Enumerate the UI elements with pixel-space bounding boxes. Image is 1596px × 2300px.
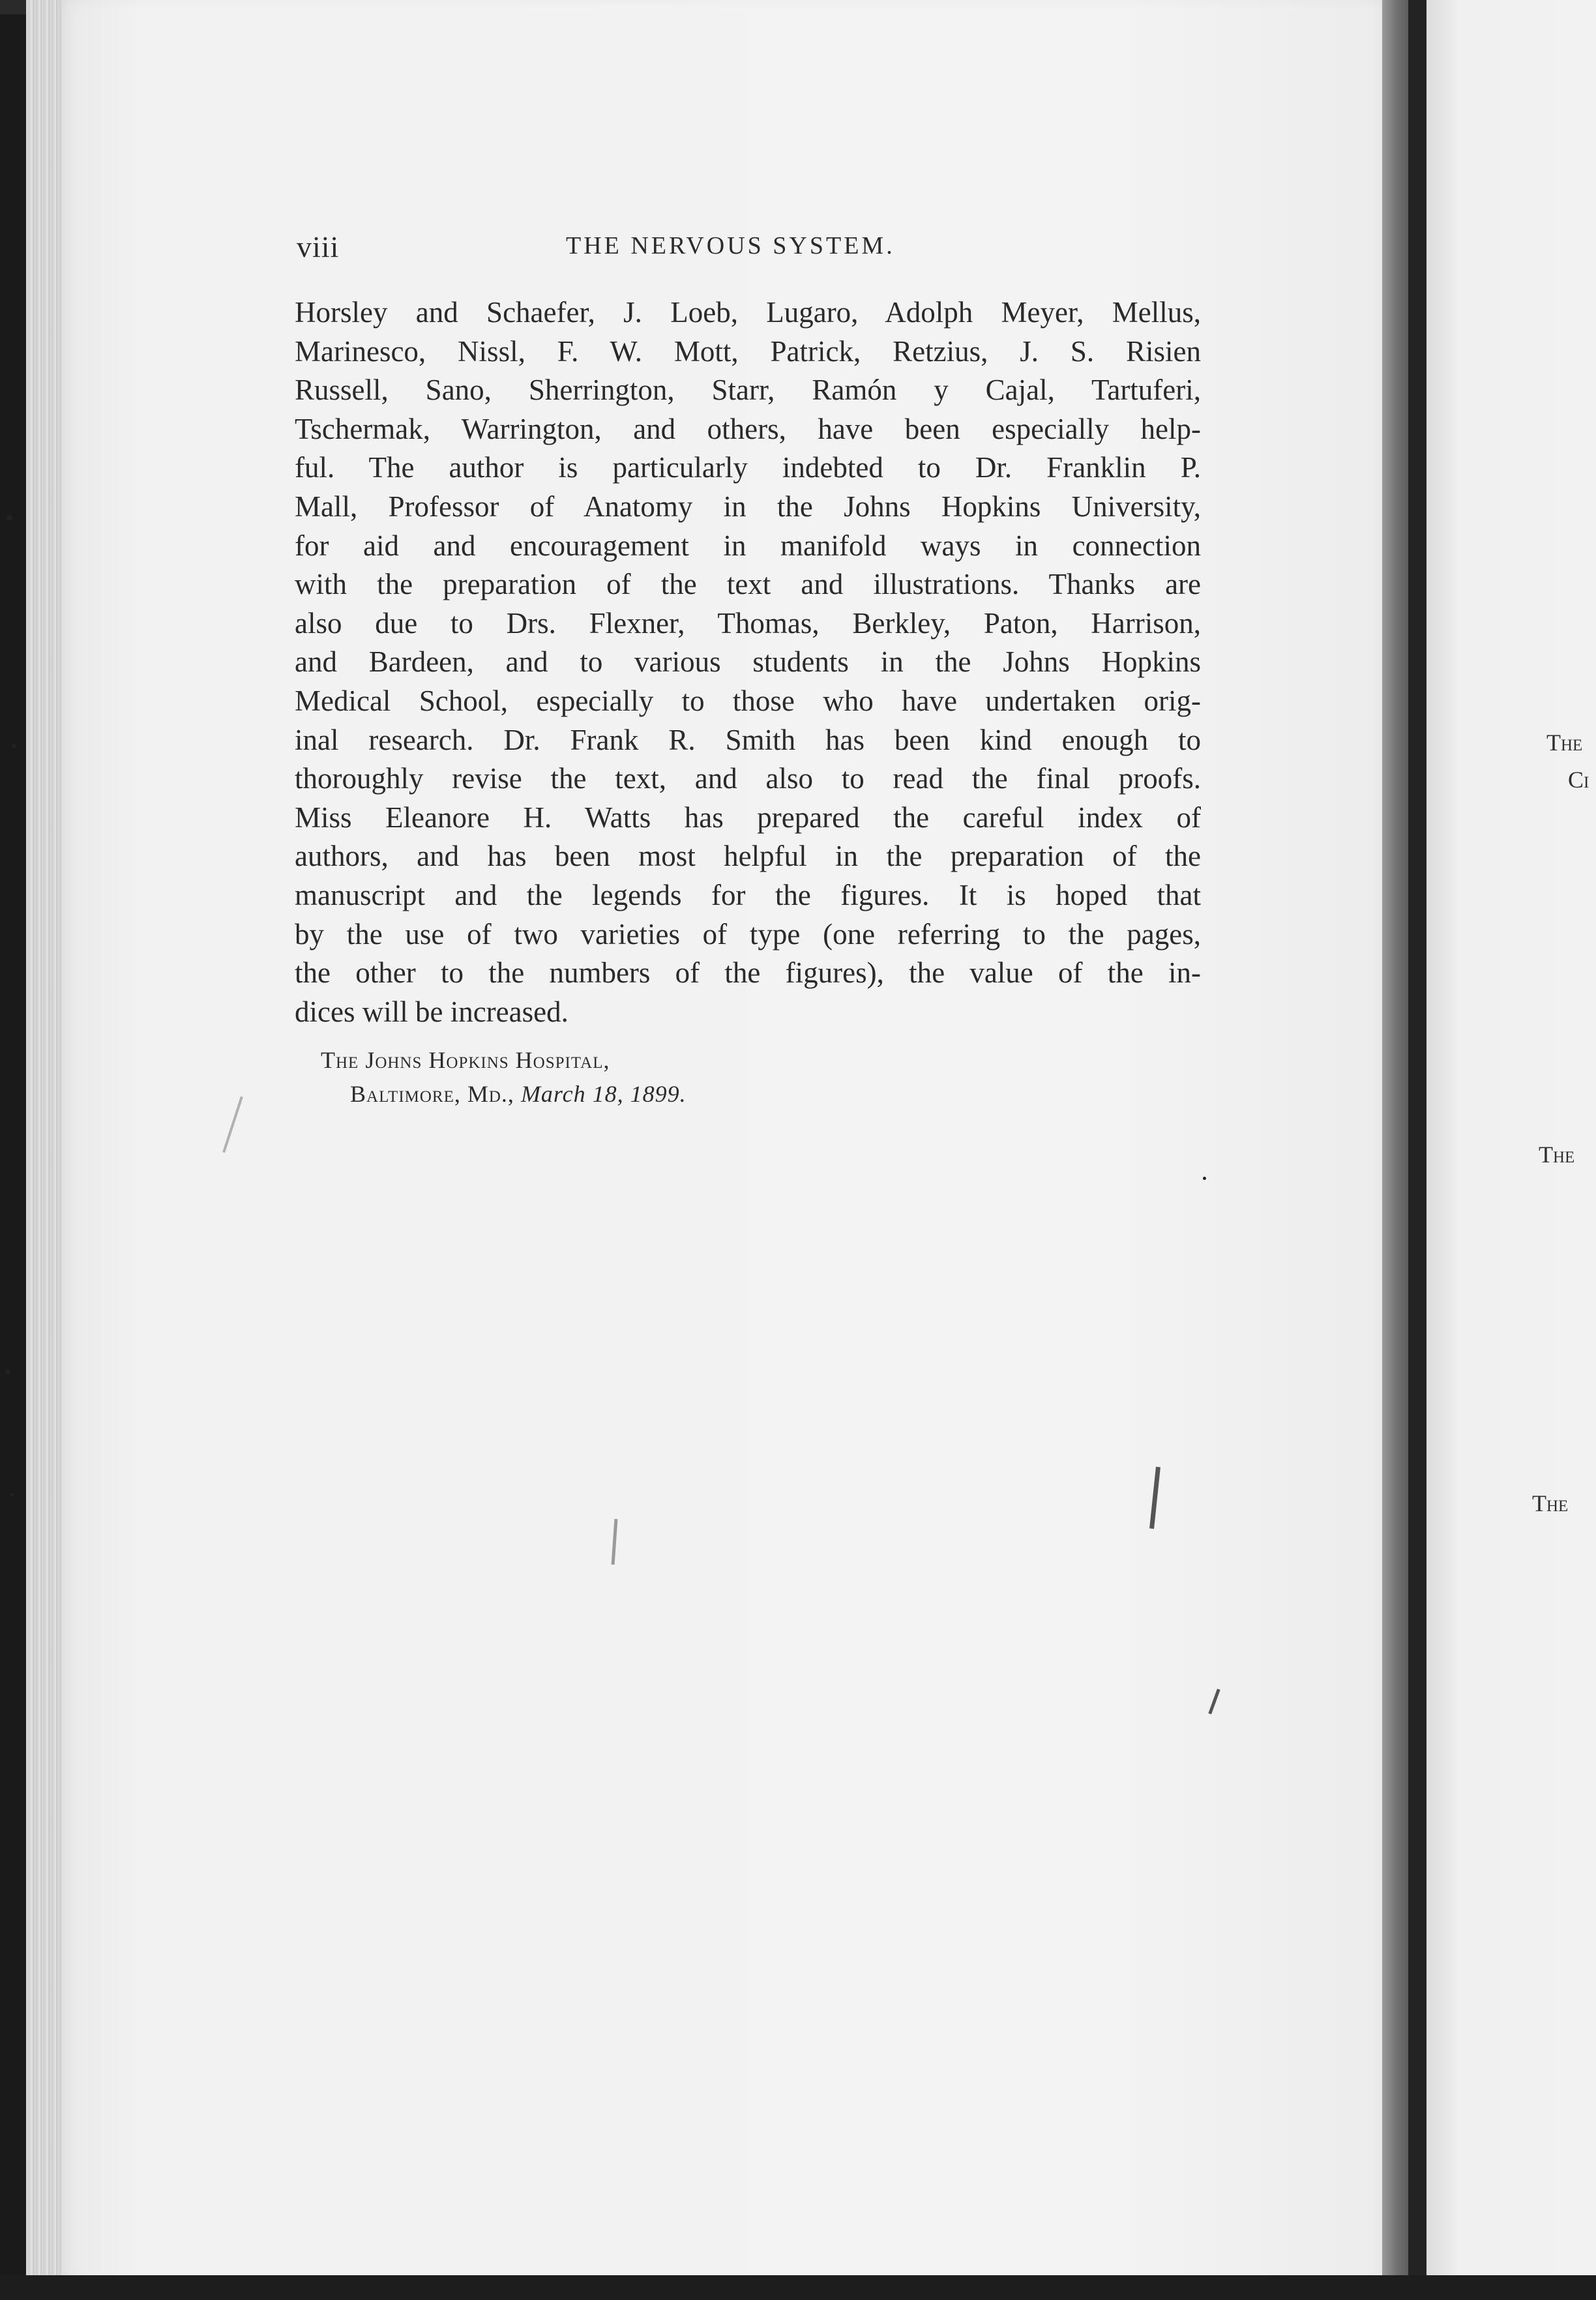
text-line: Russell, Sano, Sherrington, Starr, Ramón y Cajal, Tartuferi, [295,374,1201,407]
text-line: Medical School, especially to those who have undertaken orig- [295,684,1201,717]
text-line: Marinesco, Nissl, F. W. Mott, Patrick, Retzius, J. S. Risien [295,334,1201,368]
preface-paragraph [295,293,1201,1031]
text-line: the other to the numbers of the figures), the value of the in- [295,956,1201,990]
facing-page-fragment: The [1532,1490,1569,1516]
text-line: for aid and encouragement in manifold ways in connection [295,529,1201,562]
signature-institution: The Johns Hopkins Hospital, [321,1047,610,1073]
scan-speck [10,1493,14,1497]
signature-block [321,1043,687,1111]
text-line: ful. The author is particularly indebted to Dr. Franklin P. [295,451,1201,484]
text-line: also due to Drs. Flexner, Thomas, Berkley, Paton, Harrison, [295,606,1201,640]
scan-speck [7,515,12,521]
text-line: manuscript and the legends for the figures. It is hoped that [295,878,1201,911]
text-line: authors, and has been most helpful in the preparation of the [295,840,1201,873]
text-line-last: dices will be increased. [295,995,569,1028]
book-gutter-shadow [1408,0,1428,2300]
scan-bottom-border [0,2275,1596,2300]
text-line: by the use of two varieties of type (one referring to the pages, [295,917,1201,951]
text-line: Tschermak, Warrington, and others, have been especially help- [295,412,1201,445]
text-line: inal research. Dr. Frank R. Smith has been kind enough to [295,723,1201,756]
scan-speck [5,1369,10,1374]
text-line: Miss Eleanore H. Watts has prepared the careful index of [295,801,1201,834]
text-line: Horsley and Schaefer, J. Loeb, Lugaro, Adolph Meyer, Mellus, [295,296,1201,329]
scan-speck [12,743,16,748]
text-line: with the preparation of the text and illustrations. Thanks are [295,568,1201,601]
text-line: thoroughly revise the text, and also to read the final proofs. [295,762,1201,795]
signature-date: March 18, 1899. [520,1081,687,1107]
facing-page-fragment: Ci [1568,767,1589,793]
text-line: Mall, Professor of Anatomy in the Johns Hopkins University, [295,490,1201,523]
facing-page-fragment: The [1546,730,1583,756]
facing-page-fragment: The [1539,1142,1575,1168]
signature-place-date [321,1077,687,1111]
running-head: THE NERVOUS SYSTEM. [566,232,895,259]
signature-place: Baltimore, Md., [350,1081,514,1107]
scan-speck [1203,1177,1206,1180]
page-number: viii [297,230,340,263]
text-line: and Bardeen, and to various students in the Johns Hopkins [295,645,1201,679]
